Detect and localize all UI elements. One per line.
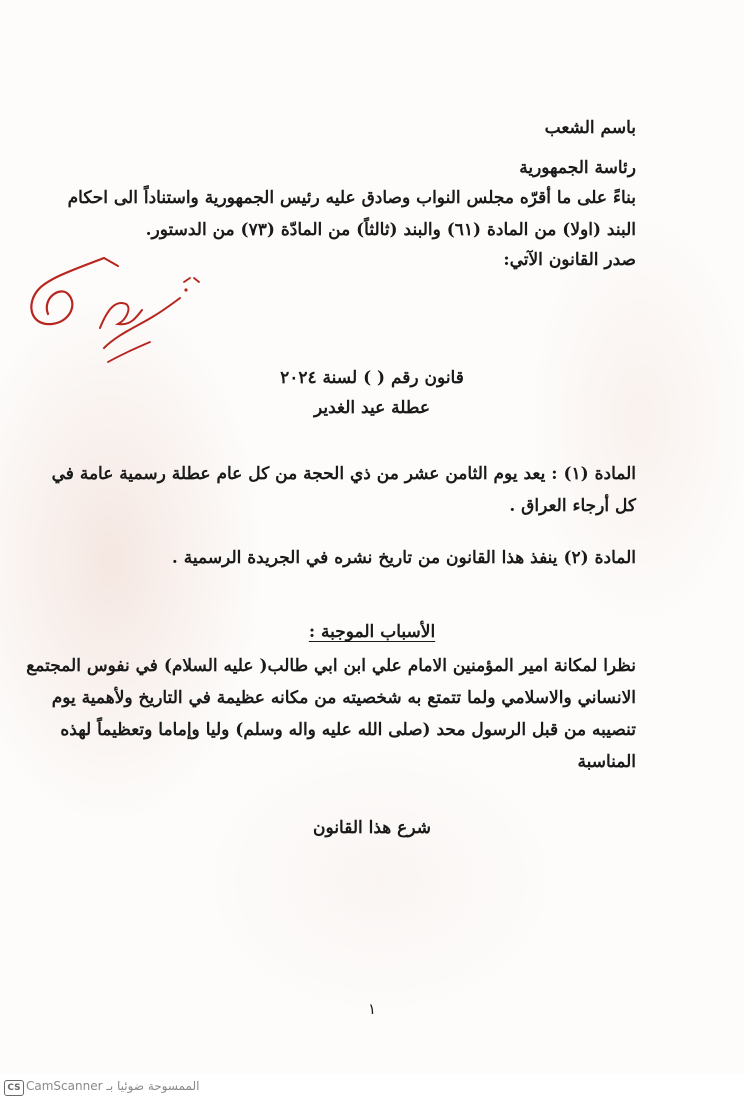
- article-1-line-1: المادة (١) : يعد يوم الثامن عشر من ذي الحجة من كل عام عطلة رسمية عامة في: [51, 464, 636, 484]
- in-name-of-people: باسم الشعب: [544, 118, 636, 138]
- article-1-line-2: كل أرجاء العراق .: [509, 496, 636, 516]
- reasons-line-3: تنصيبه من قبل الرسول محد (صلى الله عليه واله وسلم) وليا وإماما وتعظيماً لهذه: [60, 720, 636, 740]
- article-2: المادة (٢) ينفذ هذا القانون من تاريخ نشره في الجريدة الرسمية .: [171, 548, 636, 568]
- reasons-line-2: الانساني والاسلامي ولما تتمتع به شخصيته من مكانه عظيمة في التاريخ ولأهمية يوم: [51, 688, 636, 708]
- page-number: ١: [367, 1000, 377, 1018]
- scanner-footer: [0, 1074, 744, 1100]
- reasons-line-4: المناسبة: [577, 752, 636, 772]
- preamble-line-1: بناءً على ما أقرّه مجلس النواب وصادق عليه رئيس الجمهورية واستناداً الى احكام: [67, 188, 636, 208]
- preamble-line-2: البند (اولا) من المادة (٦١) والبند (ثالثاً) من المادّة (٧٣) من الدستور.: [145, 220, 636, 240]
- law-number: قانون رقم ( ) لسنة ٢٠٢٤: [280, 368, 464, 388]
- issued-statement: صدر القانون الآتي:: [503, 250, 636, 270]
- handwritten-signature: [8, 238, 208, 378]
- reasons-line-1: نظرا لمكانة امير المؤمنين الامام علي ابن ابي طالب( عليه السلام) في نفوس المجتمع: [26, 656, 636, 676]
- presidency-heading: رئاسة الجمهورية: [519, 158, 636, 178]
- enacted-statement: شرع هذا القانون: [313, 818, 431, 838]
- camscanner-logo-icon: CS: [4, 1080, 24, 1096]
- reasons-heading: الأسباب الموجبة :: [308, 622, 436, 642]
- law-title: عطلة عيد الغدير: [313, 398, 430, 418]
- camscanner-watermark: CamScanner الممسوحة ضوئيا بـ: [26, 1079, 200, 1093]
